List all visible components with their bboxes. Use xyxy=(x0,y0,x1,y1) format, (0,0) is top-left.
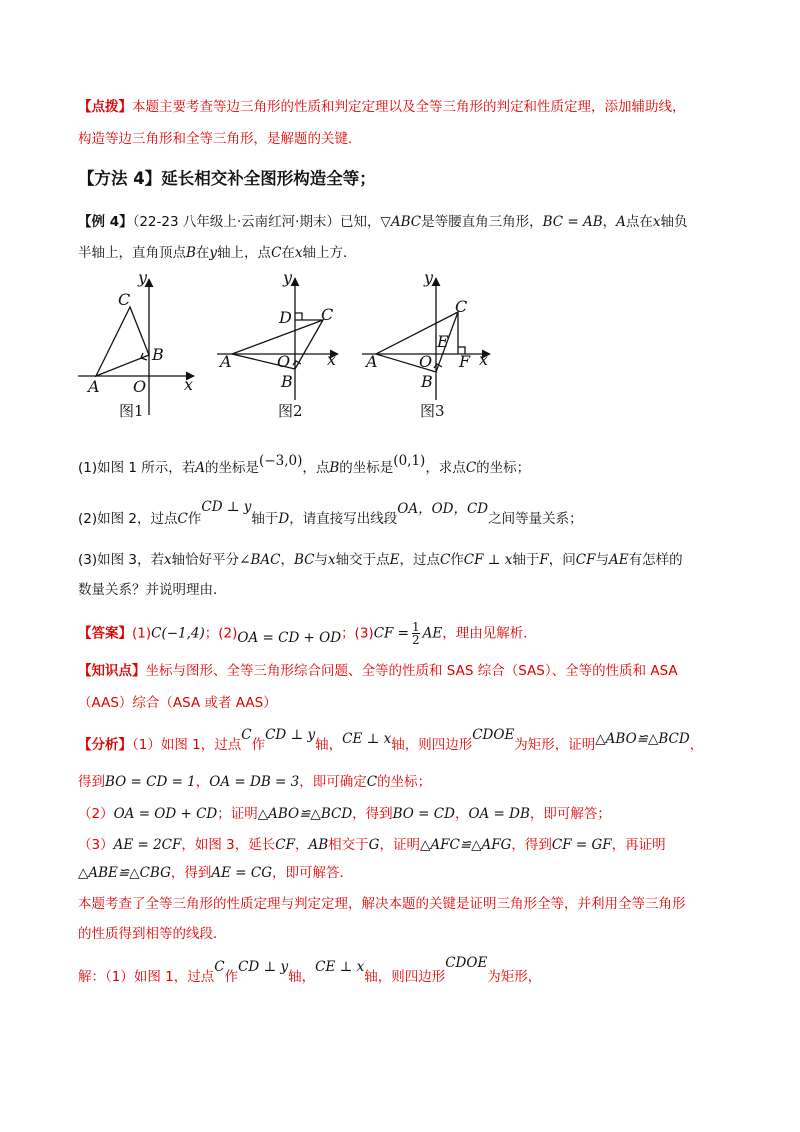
fig3-caption: 图3 xyxy=(420,402,445,420)
knowledge-line-2: （AAS）综合（ASA 或者 AAS） xyxy=(78,695,277,711)
tip-line-2 xyxy=(78,128,728,150)
fig2-label-d: D xyxy=(279,308,292,327)
method-heading: 【方法 4】延长相交补全图形构造全等； xyxy=(78,169,376,188)
triangle-symbol: ▽ xyxy=(380,214,391,230)
example-source: （22-23 八年级上·云南红河·期末）已知， xyxy=(132,214,381,230)
fig1-caption: 图1 xyxy=(119,402,144,420)
analysis-line-3: （2）OA = OD + CD；证明△ABO≌△BCD，得到BO = CD，OA = DB，即可解答； xyxy=(78,806,611,822)
fig2-label-c: C xyxy=(321,305,334,324)
fig1-triangle xyxy=(96,307,149,376)
question-3-line-2: 数量关系？并说明理由． xyxy=(78,582,227,598)
fraction-half: $\frac{1}{2}$ xyxy=(412,620,420,647)
fig2-label-x: x xyxy=(327,350,337,369)
analysis-line-1: 【分析】（1）如图 1，过点C作CD ⊥ y轴，CE ⊥ x轴，则四边形CDOE为矩形，证明△ABO≌△BCD， xyxy=(78,727,704,753)
example-line-1: 【例 4】（22-23 八年级上·云南红河·期末）已知，▽ABC是等腰直角三角形，BC = AB，A点在x轴负 xyxy=(78,214,688,230)
tip-line-1 xyxy=(78,96,728,118)
tip-tag: 【点拨】 xyxy=(78,99,132,115)
analysis-line-2: 得到BO = CD = 1，OA = DB = 3，即可确定C的坐标； xyxy=(78,774,432,790)
fig1-label-x: x xyxy=(184,375,194,394)
fig3-label-a: A xyxy=(366,352,378,371)
fig1-label-a: A xyxy=(88,377,100,396)
fig1-label-b: B xyxy=(152,345,164,364)
analysis-line-5: △ABE≌△CBG，得到AE = CG，即可解答． xyxy=(78,865,354,881)
tip-text-1: 本题主要考查等边三角形的性质和判定定理以及全等三角形的判定和性质定理，添加辅助线， xyxy=(132,99,686,115)
question-1: (1)如图 1 所示，若A的坐标是(−3,0)，点B的坐标是(0,1)，求点C的坐标； xyxy=(78,453,531,476)
example-tag: 【例 4】 xyxy=(78,214,133,230)
fig2-label-y: y xyxy=(283,268,293,287)
example-line-2: 半轴上，直角顶点B在y轴上，点C在x轴上方． xyxy=(78,245,357,261)
analysis-summary-1: 本题考查了全等三角形的性质定理与判定定理，解决本题的关键是证明三角形全等，并利用全等三角形 xyxy=(78,896,686,912)
coord-b: (0,1) xyxy=(393,453,426,469)
coord-a: (−3,0) xyxy=(259,453,303,469)
question-2: (2)如图 2，过点C作CD ⊥ y轴于D，请直接写出线段OA，OD，CD之间等量关系； xyxy=(78,499,583,527)
tip-text-2: 构造等边三角形和全等三角形，是解题的关键． xyxy=(78,131,362,147)
fig3-label-b: B xyxy=(421,372,433,391)
answer: 【答案】(1)C(−1,4)；(2)OA = CD + OD；(3)CF = $\frac{1}{2}$ AE，理由见解析． xyxy=(78,620,537,647)
fig1-label-y: y xyxy=(138,268,148,287)
fig1-label-c: C xyxy=(118,290,131,309)
fig1-label-o: O xyxy=(133,377,147,396)
fig3-label-e: E xyxy=(437,332,449,351)
fig2-label-b: B xyxy=(281,372,293,391)
fig2-label-o: O xyxy=(277,352,291,371)
fig2-label-a: A xyxy=(220,352,232,371)
analysis-line-4: （3）AE = 2CF，如图 3，延长CF，AB相交于G，证明△AFC≌△AFG，得到CF = GF，再证明 xyxy=(78,837,666,853)
figures xyxy=(0,265,800,430)
solution-line-1: 解：（1）如图 1，过点C作CD ⊥ y轴，CE ⊥ x轴，则四边形CDOE为矩形， xyxy=(78,955,542,985)
knowledge-line-1: 【知识点】坐标与图形、全等三角形综合问题、全等的性质和 SAS 综合（SAS）、全等的性质和 ASA xyxy=(78,663,678,679)
fig3-label-c: C xyxy=(455,297,468,316)
fig3-label-o: O xyxy=(419,352,433,371)
fig3-label-y: y xyxy=(424,268,434,287)
fig3-label-f: F xyxy=(459,352,471,371)
question-3: (3)如图 3，若x轴恰好平分∠BAC，BC与x轴交于点E，过点C作CF ⊥ x轴于F，问CF与AE有怎样的 xyxy=(78,552,683,568)
eq-bc-ab: BC = AB xyxy=(542,214,603,230)
fig2-caption: 图2 xyxy=(278,402,303,420)
analysis-summary-2: 的性质得到相等的线段． xyxy=(78,926,227,942)
fig3-label-x: x xyxy=(479,350,489,369)
